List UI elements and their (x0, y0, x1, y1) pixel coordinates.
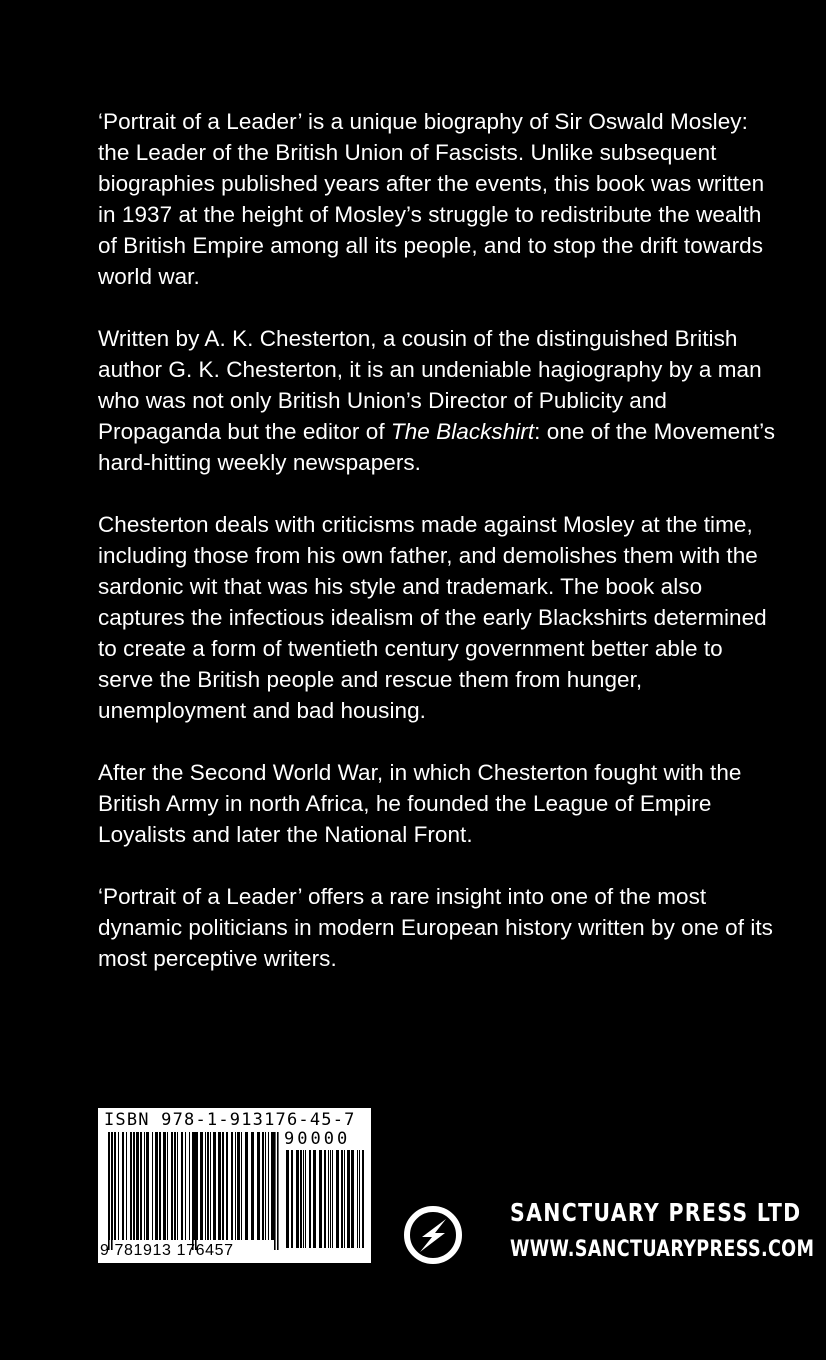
blurb-paragraph-5: ‘Portrait of a Leader’ offers a rare insight into one of the most dynamic politicians in modern European history written by one of its most perceptive writers. (98, 884, 773, 971)
blurb-paragraph-1: ‘Portrait of a Leader’ is a unique biography of Sir Oswald Mosley: the Leader of the British Union of Fascists. Unlike subsequent biographies published years after the events, this book was written in 1937 at the height of Mosley’s struggle to redistribute the wealth of British Empire among all its people, and to stop the drift towards world war. (98, 109, 765, 289)
newspaper-title: The Blackshirt (390, 419, 535, 444)
flash-and-circle-icon (402, 1204, 464, 1266)
blurb-paragraph-3: Chesterton deals with criticisms made against Mosley at the time, including those from his own father, and demolishes them with the sardonic wit that was his style and trademark. The book also captures the infectious idealism of the early Blackshirts determined to create a form of twentieth century government better able to serve the British people and rescue them from hunger, unemployment and bad housing. (98, 512, 767, 723)
blurb-paragraph-4: After the Second World War, in which Chesterton fought with the British Army in north Africa, he founded the League of Empire Loyalists and later the National Front. (98, 760, 742, 847)
blurb-paragraph-2-text-end: : one of the Movement’s hard-hitting weekly newspapers. (98, 419, 776, 475)
publisher-website[interactable]: WWW.SANCTUARYPRESS.COM (510, 1237, 815, 1262)
ean-digits: 9 781913 176457 (100, 1242, 234, 1259)
blurb-paragraph-2 (98, 323, 778, 478)
price-code: 90000 (284, 1129, 351, 1149)
blurb-paragraph-2-text: Written by A. K. Chesterton, a cousin of the distinguished British author G. K. Chesterton, it is an undeniable hagiography by a man who was not only British Union’s Director of Publicity and Propaganda but the editor of (98, 326, 762, 444)
publisher-name: SANCTUARY PRESS LTD (510, 1198, 802, 1227)
back-cover-blurb (98, 106, 778, 974)
isbn-barcode (98, 1108, 371, 1263)
isbn-label: ISBN 978-1-913176-45-7 (104, 1110, 356, 1130)
